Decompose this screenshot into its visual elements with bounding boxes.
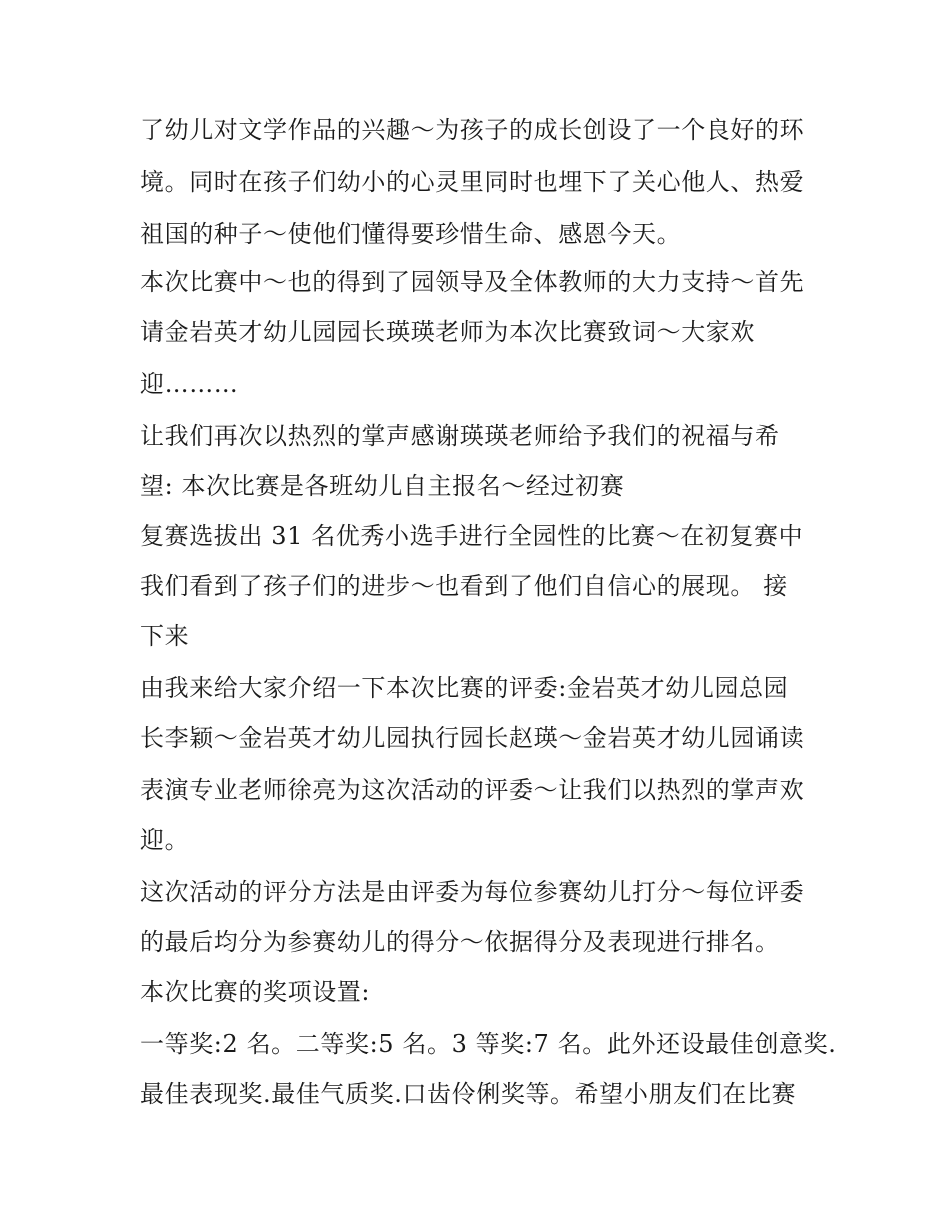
- text-line: 下来: [140, 622, 190, 650]
- text-line: 境。同时在孩子们幼小的心灵里同时也埋下了关心他人、热爱: [140, 168, 805, 196]
- text-line: 长李颖～金岩英才幼儿园执行园长赵瑛～金岩英才幼儿园诵读: [140, 724, 805, 752]
- text-line: 迎………: [140, 370, 239, 398]
- text-line: 这次活动的评分方法是由评委为每位参赛幼儿打分～每位评委: [140, 878, 805, 906]
- text-line: 望: 本次比赛是各班幼儿自主报名～经过初赛: [140, 472, 625, 500]
- text-line: 我们看到了孩子们的进步～也看到了他们自信心的展现。 接: [140, 572, 788, 600]
- text-line: 请金岩英才幼儿园园长瑛瑛老师为本次比赛致词～大家欢: [140, 318, 755, 346]
- text-line: 的最后均分为参赛幼儿的得分～依据得分及表现进行排名。: [140, 928, 780, 956]
- text-line: 最佳表现奖.最佳气质奖.口齿伶俐奖等。希望小朋友们在比赛: [140, 1080, 797, 1108]
- text-line: 本次比赛中～也的得到了园领导及全体教师的大力支持～首先: [140, 268, 805, 296]
- text-line: 迎。: [140, 826, 190, 854]
- text-line: 本次比赛的奖项设置:: [140, 978, 371, 1006]
- text-line: 由我来给大家介绍一下本次比赛的评委:金岩英才幼儿园总园: [140, 674, 789, 702]
- text-line: 祖国的种子～使他们懂得要珍惜生命、感恩今天。: [140, 220, 682, 248]
- text-line: 了幼儿对文学作品的兴趣～为孩子的成长创设了一个良好的环: [140, 116, 805, 144]
- text-line: 一等奖:2 名。二等奖:5 名。3 等奖:7 名。此外还设最佳创意奖.: [140, 1030, 837, 1058]
- text-line: 复赛选拔出 31 名优秀小选手进行全园性的比赛～在初复赛中: [140, 522, 804, 550]
- text-line: 表演专业老师徐亮为这次活动的评委～让我们以热烈的掌声欢: [140, 776, 805, 804]
- text-line: 让我们再次以热烈的掌声感谢瑛瑛老师给予我们的祝福与希: [140, 422, 780, 450]
